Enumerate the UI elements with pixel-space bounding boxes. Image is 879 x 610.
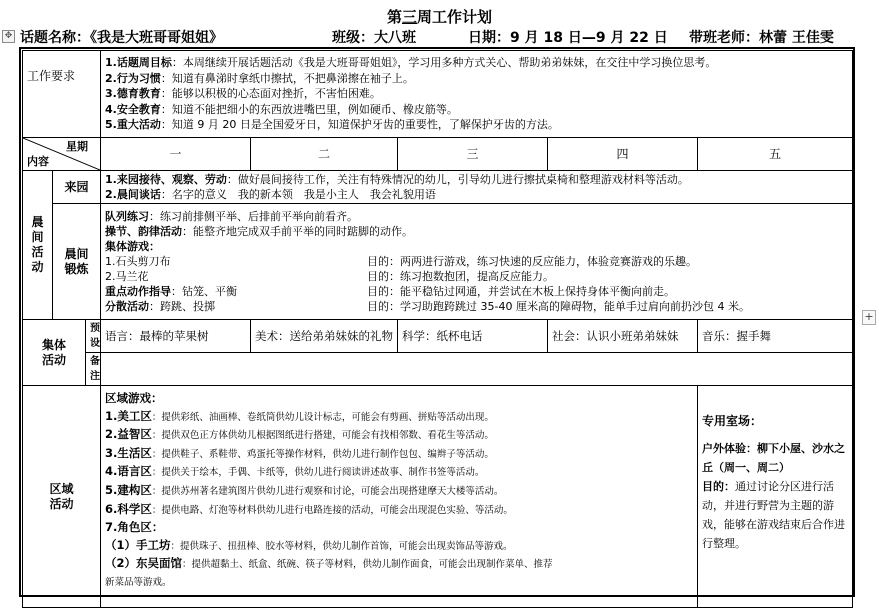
- area-activity-label: 区域活动: [23, 386, 101, 608]
- zone-item: 1.美工区：提供彩纸、油画棒、卷纸筒供幼儿设计标志，可能会有剪画、拼贴等活动出现。: [105, 408, 494, 423]
- day-friday: 五: [698, 138, 853, 171]
- note-label: 备注: [86, 353, 101, 386]
- exercise-row: [23, 204, 853, 320]
- requirement-item: 1.话题周目标：本周继续开展话题活动《我是大班哥哥姐姐》，学习用多种方式关心、帮助弟弟妹妹，在交往中学习换位思考。: [105, 56, 717, 70]
- page-title: 第三周工作计划: [386, 8, 493, 26]
- group-games-heading: 集体游戏：: [105, 240, 161, 253]
- zone-item: 3.生活区：提供鞋子、系鞋带、鸡蛋托等操作材料，供幼儿进行制作包包、编辫子等活动。: [105, 445, 494, 460]
- requirement-item: 3.德育教育：能够以积极的心态面对挫折，不害怕困难。: [105, 87, 381, 101]
- table-move-handle[interactable]: ✥: [2, 30, 15, 43]
- course-friday: 音乐：握手舞: [698, 320, 853, 353]
- arrival-label: 来园: [53, 171, 101, 204]
- add-row-button[interactable]: +: [862, 310, 876, 325]
- requirements-label: 工作要求: [23, 51, 101, 138]
- morning-activity-label: 晨间活动: [23, 171, 53, 320]
- requirement-item: 4.安全教育：知道不能把细小的东西放进嘴巴里，例如硬币、橡皮筋等。: [105, 102, 458, 116]
- outdoor-experience: 户外体验：柳下小屋、沙水之丘（周一、周二）: [702, 442, 846, 474]
- course-plan-row: [23, 320, 853, 353]
- weekday-corner-label: 星期: [66, 140, 89, 153]
- area-heading: 区域游戏：: [105, 391, 163, 405]
- drill-line: 队列练习：练习前排侧平举、后排前平举向前看齐。: [105, 210, 359, 223]
- zone-item: 5.建构区：提供苏州著名建筑图片供幼儿进行观察和讨论，可能会出现搭建摩天大楼等活动。: [105, 482, 504, 497]
- role-item-continued: 新菜品等游戏。: [105, 576, 172, 588]
- game-line: 2.马兰花 目的：练习抱数抱团，提高反应能力。: [105, 270, 555, 283]
- zone-item: 6.科学区：提供电路、灯泡等材料供幼儿进行电路连接的活动，可能会出现混色实验、等活动。: [105, 501, 513, 516]
- arrival-line: 1.来园接待、观察、劳动：做好晨间接待工作，关注有特殊情况的幼儿，引导幼儿进行擦拭桌椅和整理游戏材料等活动。: [105, 173, 689, 186]
- course-note-row: [23, 353, 853, 386]
- arrival-content: [101, 171, 853, 204]
- class-line: 班级：大八班: [332, 30, 416, 46]
- requirement-item: 2.行为习惯：知道有鼻涕时拿纸巾擦拭，不把鼻涕擦在袖子上。: [105, 71, 414, 85]
- zone-item: 2.益智区：提供双色正方体供幼儿根据图纸进行搭建，可能会有找相邻数、看花生等活动。: [105, 427, 494, 442]
- area-games-content: [101, 386, 698, 608]
- morning-exercise-label: 晨间锻炼: [53, 204, 101, 320]
- course-thursday: 社会：认识小班弟弟妹妹: [548, 320, 698, 353]
- note-content: [101, 353, 853, 386]
- group-activity-label: 集体活动: [23, 320, 86, 386]
- role-item: （2）东吴面馆：提供超黏土、纸盒、纸碗、筷子等材料，供幼儿制作面食，可能会出现制作菜单、推荐: [105, 556, 553, 571]
- plan-label: 预设: [86, 320, 101, 353]
- course-wednesday: 科学：纸杯电话: [398, 320, 548, 353]
- course-monday: 语言：最棒的苹果树: [101, 320, 251, 353]
- focus-line: 重点动作指导：钻笼、平衡 目的：能平稳钻过网通，并尝试在木板上保持身体平衡向前走。: [105, 285, 676, 298]
- zone-item: 4.语言区：提供关于绘本，手偶、卡纸等，供幼儿进行阅读讲述故事、制作书签等活动。: [105, 464, 485, 479]
- weekday-header-row: [23, 138, 853, 171]
- requirements-content: [101, 51, 853, 138]
- area-row: [23, 386, 853, 608]
- rhythm-line: 操节、韵律活动：能整齐地完成双手前平举的同时踮脚的动作。: [105, 225, 414, 238]
- teacher-line: 带班老师：林蕾 王佳雯: [689, 30, 834, 46]
- day-monday: 一: [101, 138, 251, 171]
- role-item: （1）手工坊：提供珠子、扭扭棒、胶水等材料，供幼儿制作首饰，可能会出现卖饰品等游戏。: [105, 537, 513, 552]
- outdoor-goal: 目的：通过讨论分区进行活动，并进行野营为主题的游戏，能够在游戏结束后合作进行整理。: [702, 480, 846, 550]
- requirements-row: [23, 51, 853, 138]
- day-wednesday: 三: [398, 138, 548, 171]
- course-tuesday: 美术：送给弟弟妹妹的礼物: [251, 320, 398, 353]
- special-room-heading: 专用室场：: [702, 414, 763, 428]
- weekly-plan-table: [22, 50, 853, 608]
- special-room-content: [698, 386, 853, 608]
- date-line: 日期：9 月 18 日—9 月 22 日: [468, 30, 668, 46]
- topic-line: 话题名称：《我是大班哥哥姐姐》: [20, 30, 223, 46]
- requirement-item: 5.重大活动：知道 9 月 20 日是全国爱牙日，知道保护牙齿的重要性，了解保护牙齿的方法。: [105, 118, 559, 132]
- diagonal-header-cell: [23, 138, 101, 171]
- game-line: 1.石头剪刀布 目的：两两进行游戏，练习快速的反应能力，体验竞赛游戏的乐趣。: [105, 255, 698, 268]
- day-thursday: 四: [548, 138, 698, 171]
- exercise-content: [101, 204, 853, 320]
- scatter-line: 分散活动：跨跳、投掷 目的：学习助跑跨跳过 35-40 厘米高的障碍物，能单手过肩向前扔沙包 4 米。: [105, 300, 750, 313]
- roles-heading: 7.角色区：: [105, 520, 164, 535]
- day-tuesday: 二: [251, 138, 398, 171]
- arrival-row: [23, 171, 853, 204]
- content-corner-label: 内容: [27, 155, 49, 168]
- arrival-line: 2.晨间谈话：名字的意义 我的新本领 我是小主人 我会礼貌用语: [105, 188, 436, 201]
